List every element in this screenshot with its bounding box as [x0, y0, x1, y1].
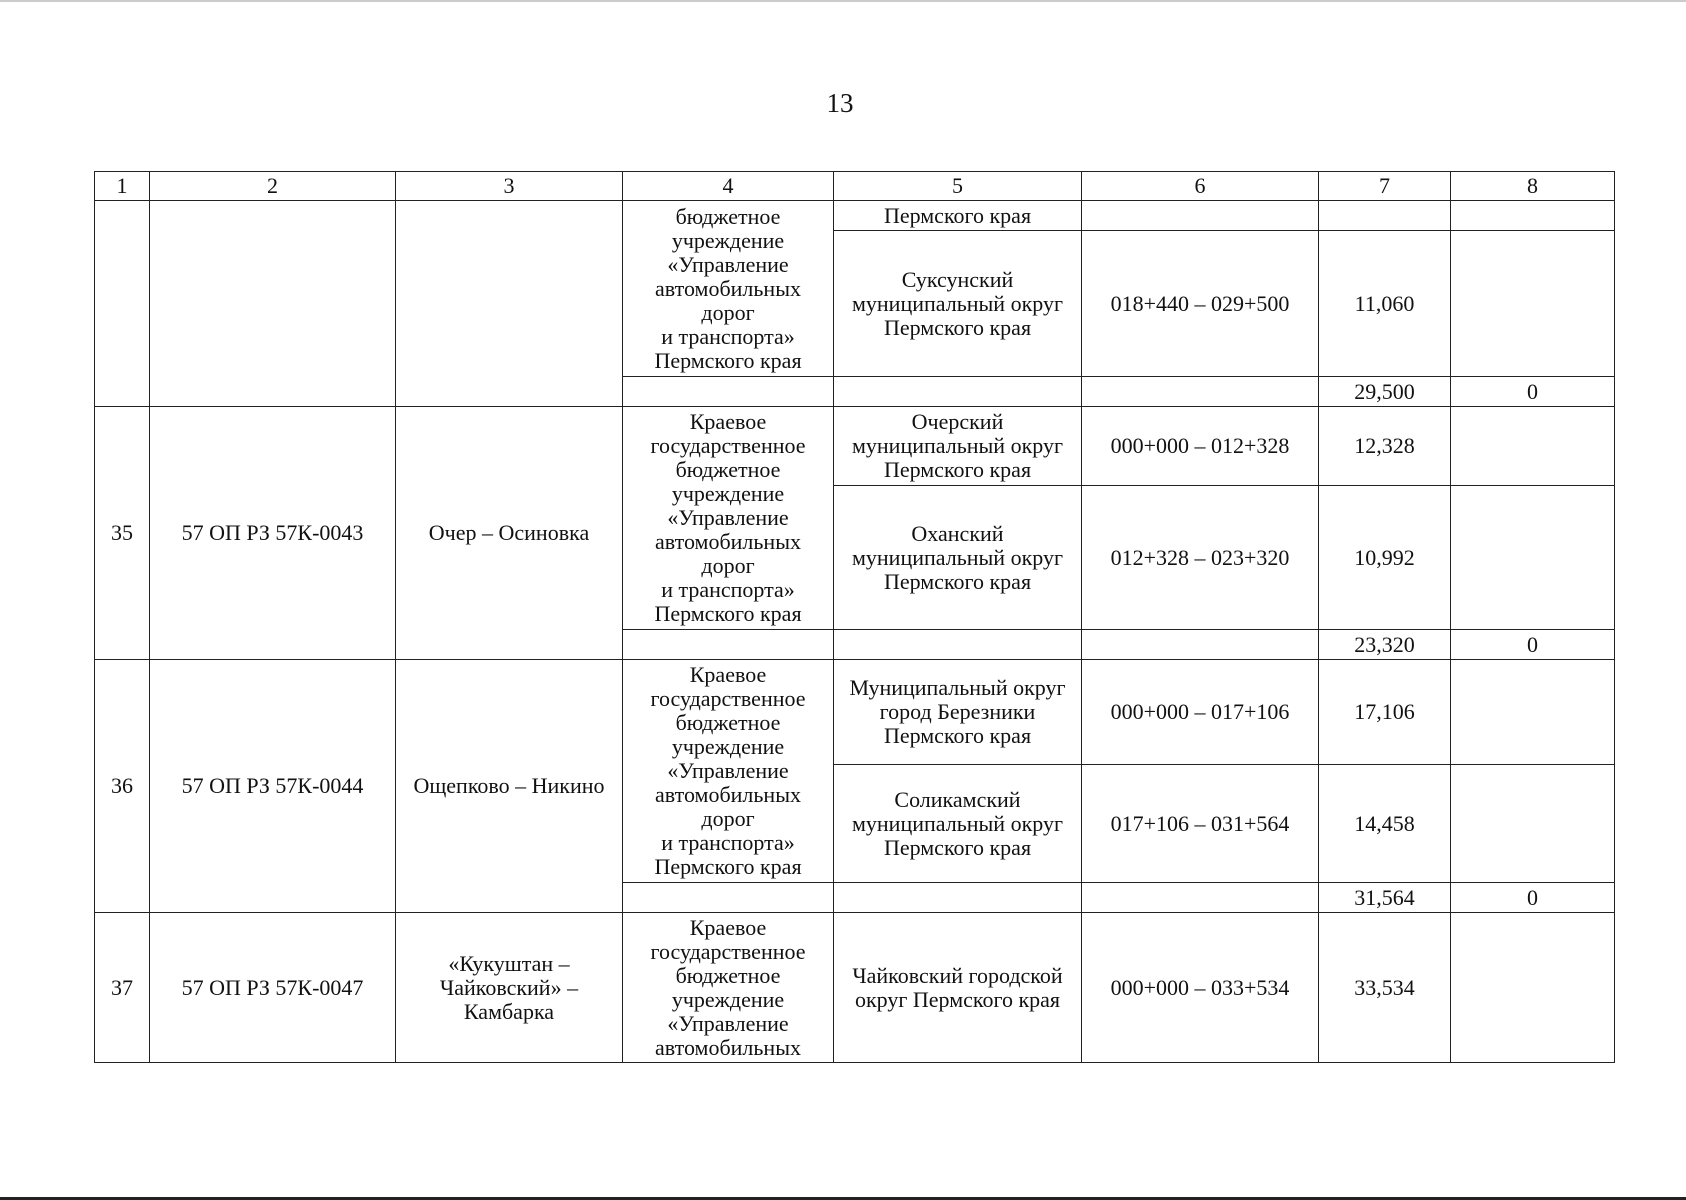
total-length-cell: 23,320	[1319, 630, 1451, 660]
column-number: 2	[150, 172, 396, 201]
responsible-org: бюджетное учреждение «Управление автомобильных дорог и транспорта» Пермского края	[623, 201, 834, 377]
page-number: 13	[826, 88, 854, 118]
road-name-cell: «Кукуштан – Чайковский» – Камбарка	[396, 913, 623, 1063]
district-empty-cell	[834, 377, 1082, 407]
col8-cell	[1451, 913, 1615, 1063]
district-cell: Пермского края	[834, 201, 1082, 231]
km-range-cell: 018+440 – 029+500	[1082, 231, 1319, 377]
district-empty-cell	[834, 630, 1082, 660]
col8-cell	[1451, 486, 1615, 630]
district-cell: Муниципальный округ город Березники Пермского края	[834, 660, 1082, 765]
table-row	[95, 660, 1615, 765]
length-cell	[1319, 201, 1451, 231]
table-row	[95, 201, 1615, 231]
district-cell: Суксунский муниципальный округ Пермского края	[834, 231, 1082, 377]
road-code-cell: 57 ОП РЗ 57К-0047	[150, 913, 396, 1063]
road-name-cell: Ощепково – Никино	[396, 660, 623, 913]
column-number: 4	[623, 172, 834, 201]
column-number: 6	[1082, 172, 1319, 201]
district-empty-cell	[834, 883, 1082, 913]
road-name-cell	[396, 201, 623, 407]
col8-cell	[1451, 660, 1615, 765]
km-range-empty-cell	[1082, 883, 1319, 913]
km-range-cell	[1082, 201, 1319, 231]
col8-cell	[1451, 201, 1615, 231]
district-cell: Соликамский муниципальный округ Пермского края	[834, 765, 1082, 883]
road-code-cell: 57 ОП РЗ 57К-0044	[150, 660, 396, 913]
col8-cell	[1451, 765, 1615, 883]
road-number-cell	[95, 201, 150, 407]
col8-total-cell: 0	[1451, 377, 1615, 407]
table-row	[95, 913, 1615, 1063]
km-range-cell: 000+000 – 012+328	[1082, 407, 1319, 486]
col8-cell	[1451, 407, 1615, 486]
responsible-org: Краевое государственное бюджетное учреждение «Управление автомобильных	[623, 913, 834, 1063]
column-number-row	[95, 172, 1615, 201]
org-empty-cell	[623, 630, 834, 660]
km-range-cell: 000+000 – 033+534	[1082, 913, 1319, 1063]
total-length-cell: 29,500	[1319, 377, 1451, 407]
length-cell: 14,458	[1319, 765, 1451, 883]
column-number: 7	[1319, 172, 1451, 201]
length-cell: 12,328	[1319, 407, 1451, 486]
col8-cell	[1451, 231, 1615, 377]
scan-top-edge	[0, 0, 1686, 2]
length-cell: 11,060	[1319, 231, 1451, 377]
road-number-cell: 36	[95, 660, 150, 913]
km-range-cell: 012+328 – 023+320	[1082, 486, 1319, 630]
responsible-org: Краевое государственное бюджетное учреждение «Управление автомобильных дорог и транспорта» Пермского края	[623, 660, 834, 883]
length-cell: 10,992	[1319, 486, 1451, 630]
column-number: 5	[834, 172, 1082, 201]
total-length-cell: 31,564	[1319, 883, 1451, 913]
km-range-cell: 017+106 – 031+564	[1082, 765, 1319, 883]
road-number-cell: 35	[95, 407, 150, 660]
road-code-cell: 57 ОП РЗ 57К-0043	[150, 407, 396, 660]
org-empty-cell	[623, 377, 834, 407]
col8-total-cell: 0	[1451, 883, 1615, 913]
road-register-table	[94, 171, 1615, 1063]
column-number: 1	[95, 172, 150, 201]
length-cell: 33,534	[1319, 913, 1451, 1063]
road-code-cell	[150, 201, 396, 407]
column-number: 3	[396, 172, 623, 201]
road-name-cell: Очер – Осиновка	[396, 407, 623, 660]
km-range-empty-cell	[1082, 630, 1319, 660]
road-number-cell: 37	[95, 913, 150, 1063]
length-cell: 17,106	[1319, 660, 1451, 765]
km-range-empty-cell	[1082, 377, 1319, 407]
district-cell: Оханский муниципальный округ Пермского края	[834, 486, 1082, 630]
district-cell: Чайковский городской округ Пермского края	[834, 913, 1082, 1063]
km-range-cell: 000+000 – 017+106	[1082, 660, 1319, 765]
column-number: 8	[1451, 172, 1615, 201]
table-row	[95, 407, 1615, 486]
org-empty-cell	[623, 883, 834, 913]
responsible-org: Краевое государственное бюджетное учреждение «Управление автомобильных дорог и транспорта» Пермского края	[623, 407, 834, 630]
col8-total-cell: 0	[1451, 630, 1615, 660]
district-cell: Очерский муниципальный округ Пермского края	[834, 407, 1082, 486]
